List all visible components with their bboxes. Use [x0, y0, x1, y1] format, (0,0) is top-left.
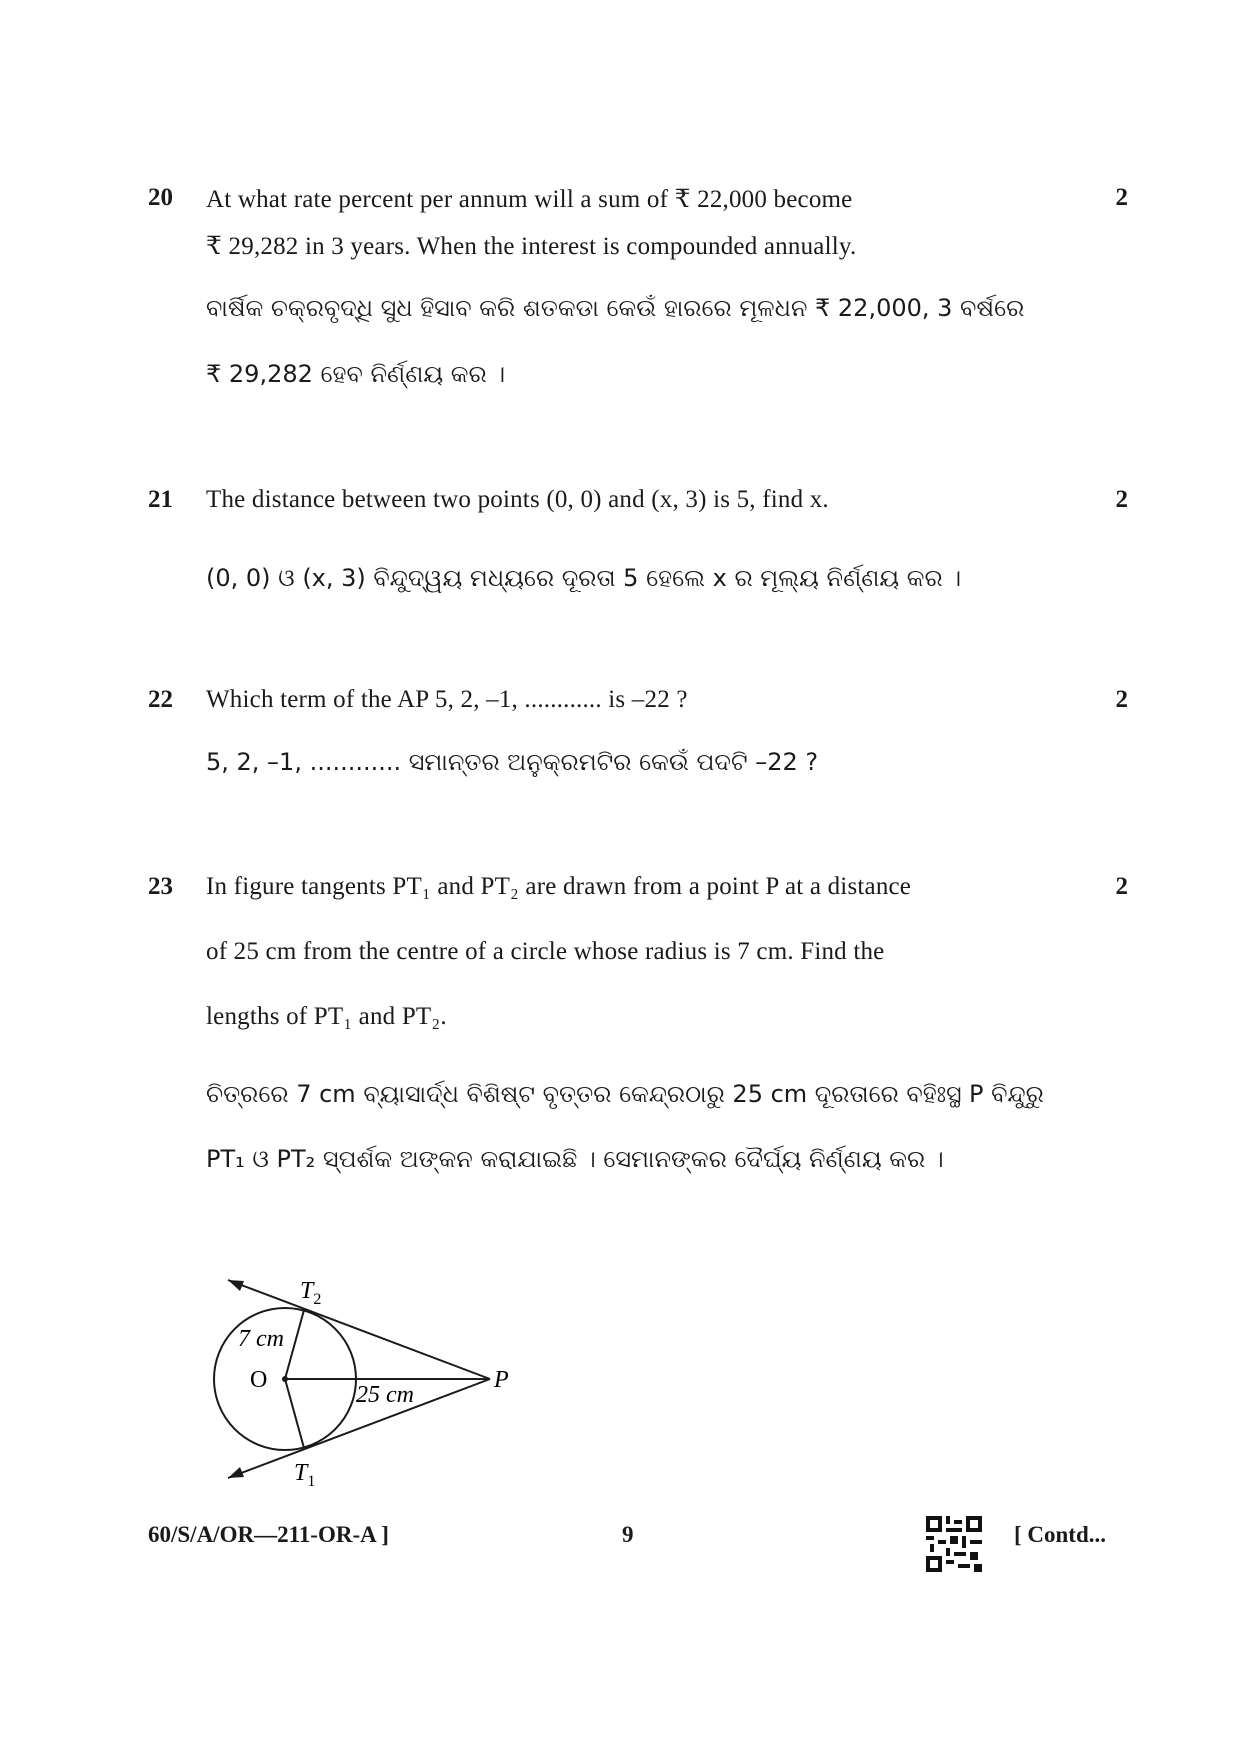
radius-ot2 — [285, 1310, 304, 1379]
centre-point — [282, 1376, 288, 1382]
question-text-en: ₹ 29,282 in 3 years. When the interest is compounded annually. — [206, 233, 857, 260]
question-text-or: ₹ 29,282 ହେବ ନିର୍ଣ୍ଣୟ କର । — [206, 360, 506, 388]
contd-label: [ Contd... — [1014, 1522, 1107, 1547]
qr-code-icon — [926, 1516, 982, 1572]
label-t1: $T_1$ — [294, 1460, 316, 1490]
question-number: 22 — [148, 686, 173, 713]
label-radius: 7 cm — [238, 1326, 284, 1352]
question-marks: 2 — [1115, 686, 1128, 713]
question-text-or: PT₁ ଓ PT₂ ସ୍ପର୍ଶକ ଅଙ୍କନ କରାଯାଇଛି । ସେମାନଙ୍କର ଦୈର୍ଘ୍ୟ ନିର୍ଣ୍ଣୟ କର । — [206, 1145, 944, 1173]
question-number: 20 — [148, 184, 173, 211]
paper-code: 60/S/A/OR—211-OR-A ] — [148, 1522, 389, 1547]
label-distance: 25 cm — [356, 1382, 414, 1408]
question-text-en: lengths of PT₁ and PT₂. — [206, 1003, 447, 1030]
radius-ot1 — [285, 1379, 304, 1448]
label-o: O — [250, 1367, 268, 1393]
question-text-en: At what rate percent per annum will a sum of ₹ 22,000 become — [206, 186, 853, 213]
question-marks: 2 — [1115, 873, 1128, 900]
question-number: 21 — [148, 486, 173, 513]
question-text-or: 5, 2, –1, ............ ସମାନ୍ତର ଅନୁକ୍ରମଟିର କେଉଁ ପଦଟି –22 ? — [206, 748, 819, 776]
question-marks: 2 — [1115, 184, 1128, 211]
question-text-en: of 25 cm from the centre of a circle whose radius is 7 cm. Find the — [206, 938, 885, 965]
arrowhead-bottom — [228, 1467, 244, 1478]
question-text-or: ଚିତ୍ରରେ 7 cm ବ୍ୟାସାର୍ଦ୍ଧ ବିଶିଷ୍ଟ ବୃତ୍ତର କେନ୍ଦ୍ରଠାରୁ 25 cm ଦୂରତାରେ ବହିଃସ୍ଥ P ବିନ୍ଦୁରୁ — [206, 1080, 1044, 1108]
label-t2: $T_2$ — [300, 1278, 322, 1308]
question-number: 23 — [148, 873, 173, 900]
question-text-en: In figure tangents PT₁ and PT₂ are drawn from a point P at a distance — [206, 873, 912, 900]
question-text-or: (0, 0) ଓ (x, 3) ବିନ୍ଦୁଦ୍ୱୟ ମଧ୍ୟରେ ଦୂରତା 5 ହେଲେ x ର ମୂଲ୍ୟ ନିର୍ଣ୍ଣୟ କର । — [206, 564, 962, 592]
question-text-en: Which term of the AP 5, 2, –1, ............ is –22 ? — [206, 686, 688, 713]
tangent-figure — [210, 1268, 530, 1508]
label-p: P — [494, 1367, 509, 1393]
question-marks: 2 — [1115, 486, 1128, 513]
arrowhead-top — [228, 1280, 244, 1291]
page-number: 9 — [622, 1522, 634, 1547]
question-text-or: ବାର୍ଷିକ ଚକ୍ରବୃଦ୍ଧି ସୁଧ ହିସାବ କରି ଶତକଡା କେଉଁ ହାରରେ ମୂଳଧନ ₹ 22,000, 3 ବର୍ଷରେ — [206, 294, 1025, 322]
question-text-en: The distance between two points (0, 0) and (x, 3) is 5, find x. — [206, 486, 829, 513]
